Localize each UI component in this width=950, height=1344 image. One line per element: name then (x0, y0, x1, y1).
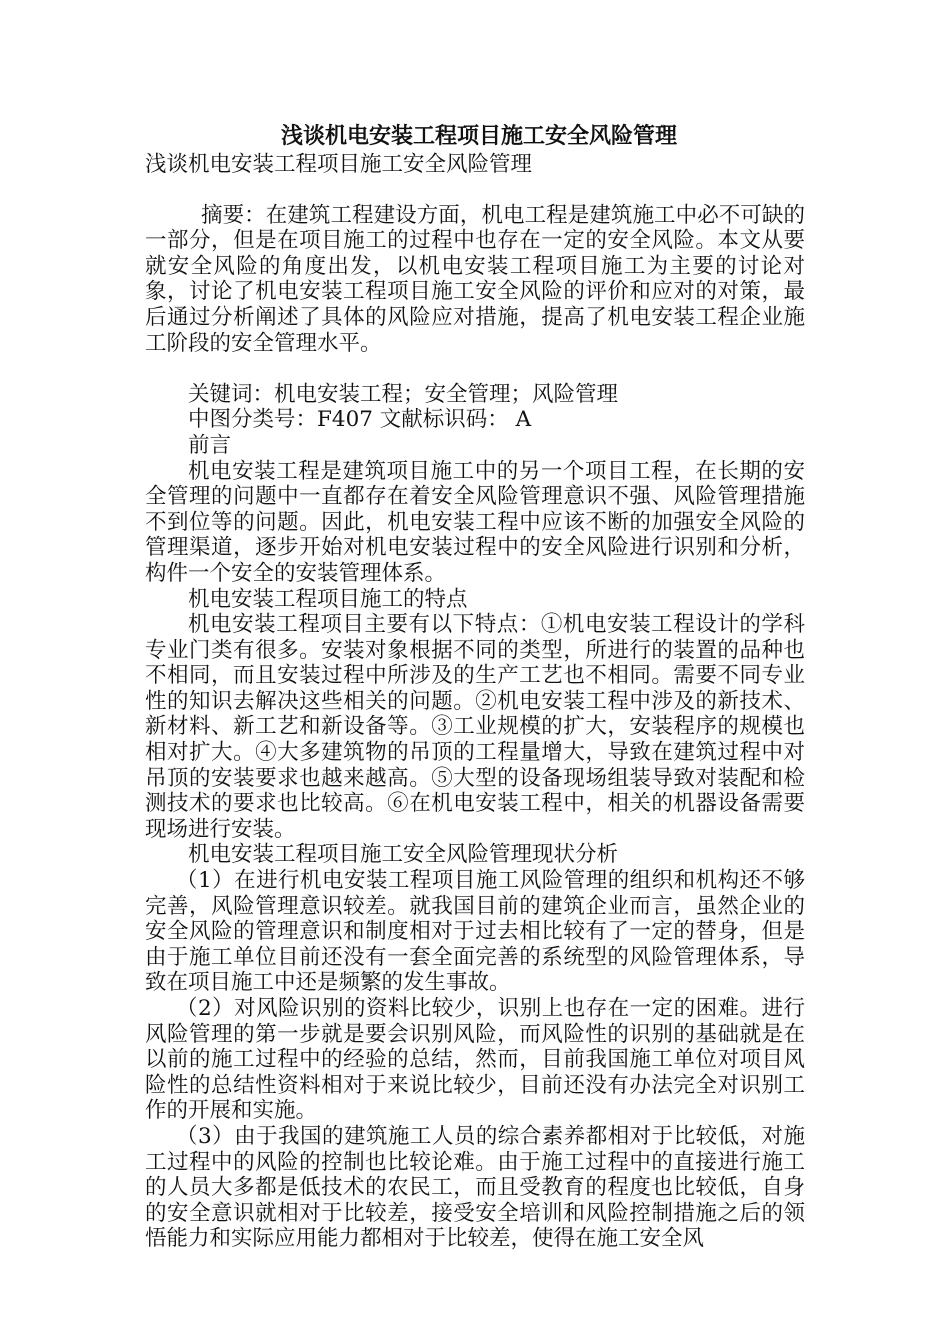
blank-line (145, 177, 805, 203)
preface-paragraph: 机电安装工程是建筑项目施工中的另一个项目工程，在长期的安全管理的问题中一直都存在着安全风险管理意识不强、风险管理措施不到位等的问题。因此，机电安装工程中应该不断的加强安全风险的管理渠道，逐步开始对机电安装过程中的安全风险进行识别和分析，构件一个安全的安装管理体系。 (145, 458, 805, 586)
abstract-paragraph: 摘要：在建筑工程建设方面，机电工程是建筑施工中必不可缺的一部分，但是在项目施工的过程中也存在一定的安全风险。本文从要就安全风险的角度出发，以机电安装工程项目施工为主要的讨论对象，讨论了机电安装工程项目施工安全风险的评价和应对的对策，最后通过分析阐述了具体的风险应对措施，提高了机电安装工程企业施工阶段的安全管理水平。 (145, 202, 805, 356)
blank-line (145, 356, 805, 382)
features-paragraph: 机电安装工程项目主要有以下特点：①机电安装工程设计的学科专业门类有很多。安装对象根据不同的类型，所进行的装置的品种也不相同，而且安装过程中所涉及的生产工艺也不相同。需要不同专业性的知识去解决这些相关的问题。②机电安装工程中涉及的新技术、新材料、新工艺和新设备等。③工业规模的扩大，安装程序的规模也相对扩大。④大多建筑物的吊顶的工程量增大，导致在建筑过程中对吊顶的安装要求也越来越高。⑤大型的设备现场组装导致对装配和检测技术的要求也比较高。⑥在机电安装工程中，相关的机器设备需要现场进行安装。 (145, 612, 805, 842)
document-page (145, 120, 805, 1252)
keywords-line: 关键词：机电安装工程；安全管理；风险管理 (188, 381, 619, 407)
status-heading: 机电安装工程项目施工安全风险管理现状分析 (188, 842, 619, 868)
document-title: 浅谈机电安装工程项目施工安全风险管理 (280, 123, 677, 149)
document-subtitle: 浅谈机电安装工程项目施工安全风险管理 (145, 152, 533, 177)
classification-line: 中图分类号：F407 文献标识码： A (188, 407, 532, 433)
preface-heading: 前言 (188, 432, 232, 458)
status-item-2: （2）对风险识别的资料比较少，识别上也存在一定的困难。进行风险管理的第一步就是要会识别风险，而风险性的识别的基础就是在以前的施工过程中的经验的总结，然而，目前我国施工单位对项目风险性的总结性资料相对于来说比较少，目前还没有办法完全对识别工作的开展和实施。 (145, 996, 805, 1124)
status-item-3: （3）由于我国的建筑施工人员的综合素养都相对于比较低，对施工过程中的风险的控制也比较论难。由于施工过程中的直接进行施工的人员大多都是低技术的农民工，而且受教育的程度也比较低，自身的安全意识就相对于比较差，接受安全培训和风险控制措施之后的领悟能力和实际应用能力都相对于比较差，使得在施工安全风 (145, 1123, 805, 1252)
status-item-1: （1）在进行机电安装工程项目施工风险管理的组织和机构还不够完善，风险管理意识较差。就我国目前的建筑企业而言，虽然企业的安全风险的管理意识和制度相对于过去相比较有了一定的替身，但是由于施工单位目前还没有一套全面完善的系统型的风险管理体系，导致在项目施工中还是频繁的发生事故。 (145, 868, 805, 996)
features-heading: 机电安装工程项目施工的特点 (188, 586, 468, 612)
